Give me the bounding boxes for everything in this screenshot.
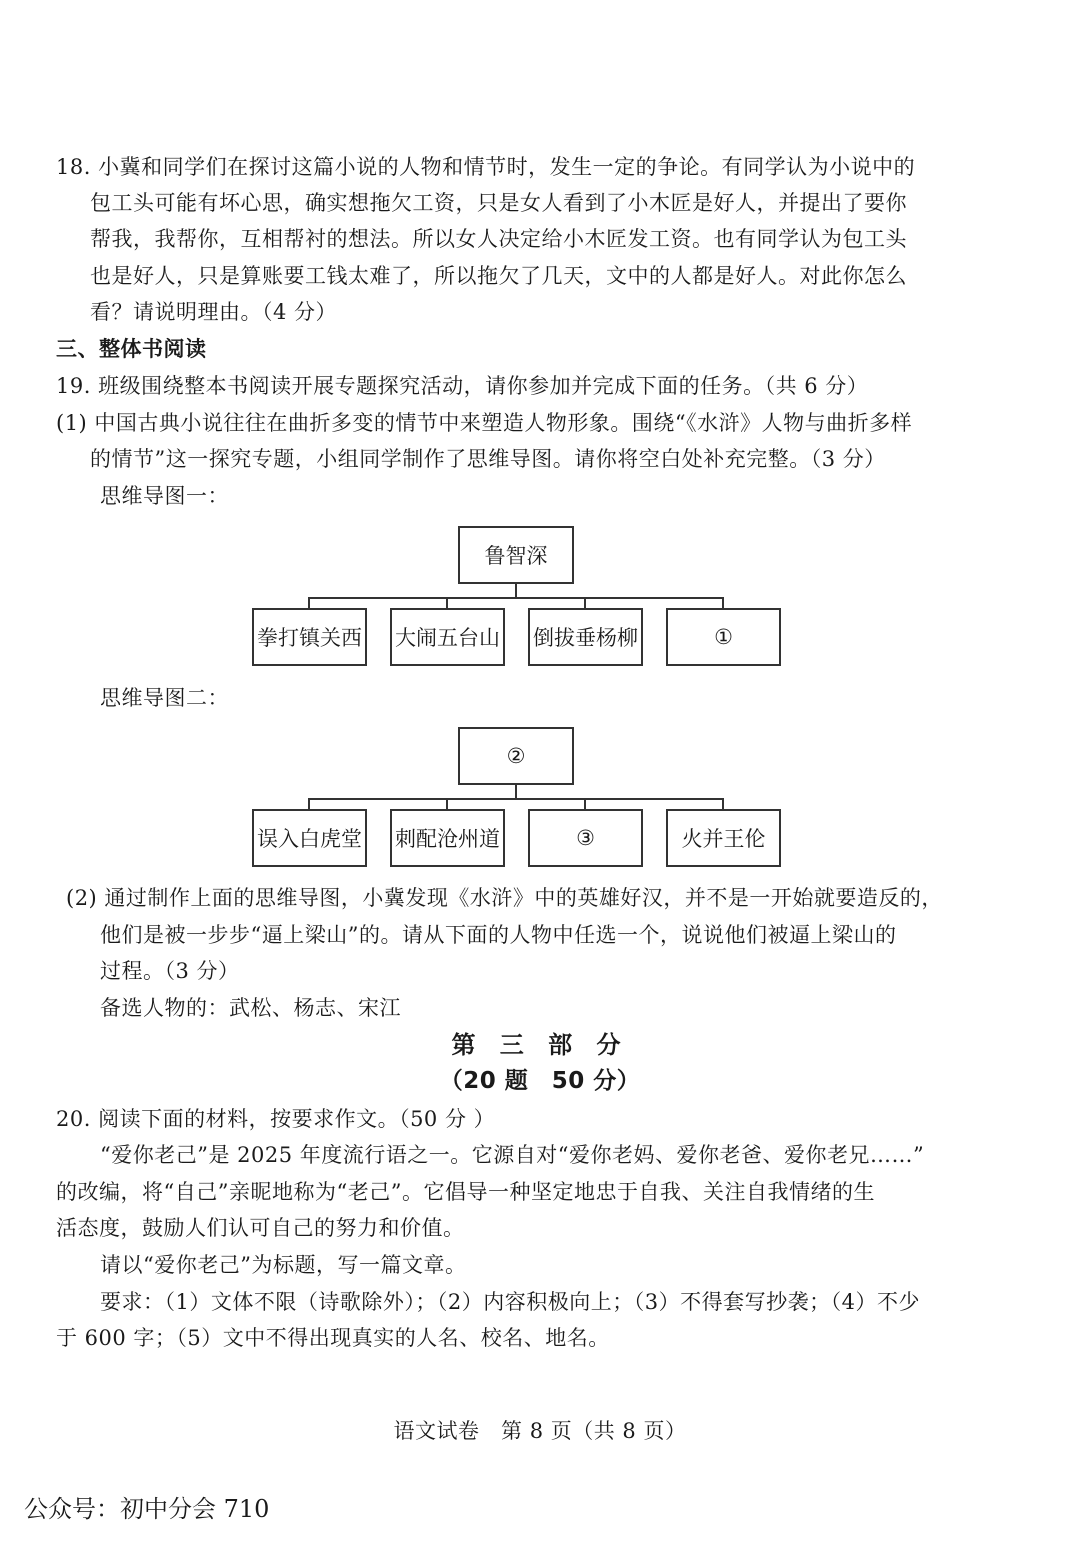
candidate-characters: 备选人物的：武松、杨志、宋江 bbox=[100, 996, 401, 1020]
q20-prompt: 请以“爱你老己”为标题，写一篇文章。 bbox=[100, 1253, 467, 1277]
mind-map-2-label: 思维导图二： bbox=[100, 686, 229, 710]
mind-map-2-bar bbox=[308, 798, 724, 800]
mind-map-2-root-blank: ② bbox=[458, 727, 574, 785]
mind-map-1-node: 拳打镇关西 bbox=[252, 608, 367, 666]
q20-intro: 20. 阅读下面的材料，按要求作文。（50 分 ） bbox=[56, 1107, 496, 1131]
q18-line-3: 帮我，我帮你，互相帮衬的想法。所以女人决定给小木匠发工资。也有同学认为包工头 bbox=[90, 227, 907, 251]
part-subtitle: （20 题 50 分） bbox=[439, 1068, 641, 1094]
mind-map-1-node: 倒拔垂杨柳 bbox=[528, 608, 643, 666]
mind-map-2-node: 火并王伦 bbox=[666, 809, 781, 867]
mind-map-1-trunk bbox=[515, 584, 517, 598]
q20-material-line-2: 的改编，将“自己”亲昵地称为“老己”。它倡导一种坚定地忠于自我、关注自我情绪的生 bbox=[56, 1180, 875, 1204]
mind-map-2-node: 误入白虎堂 bbox=[252, 809, 367, 867]
section-heading: 三、整体书阅读 bbox=[56, 337, 207, 361]
q18-line-4: 也是好人，只是算账要工钱太难了，所以拖欠了几天，文中的人都是好人。对此你怎么 bbox=[90, 264, 907, 288]
q20-requirements-line-2: 于 600 字；（5）文中不得出现真实的人名、校名、地名。 bbox=[56, 1326, 610, 1350]
q20-material-line-1: “爱你老己”是 2025 年度流行语之一。它源自对“爱你老妈、爱你老爸、爱你老兄……” bbox=[100, 1143, 925, 1167]
q18-line-1: 18. 小冀和同学们在探讨这篇小说的人物和情节时，发生一定的争论。有同学认为小说中的 bbox=[56, 155, 916, 179]
q19-intro: 19. 班级围绕整本书阅读开展专题探究活动，请你参加并完成下面的任务。（共 6 分） bbox=[56, 374, 869, 398]
mind-map-1-node: 大闹五台山 bbox=[390, 608, 505, 666]
q18-line-5: 看？请说明理由。（4 分） bbox=[90, 300, 338, 324]
mind-map-2-trunk bbox=[515, 785, 517, 799]
q20-material-line-3: 活态度，鼓励人们认可自己的努力和价值。 bbox=[56, 1216, 465, 1240]
q19-p2-line-3: 过程。（3 分） bbox=[100, 959, 240, 983]
page-footer: 语文试卷 第 8 页（共 8 页） bbox=[393, 1419, 687, 1443]
mind-map-1-node-blank: ① bbox=[666, 608, 781, 666]
mind-map-2-node-blank: ③ bbox=[528, 809, 643, 867]
mind-map-1-label: 思维导图一： bbox=[100, 484, 229, 508]
mind-map-1-root: 鲁智深 bbox=[458, 526, 574, 584]
mind-map-1-bar bbox=[308, 597, 724, 599]
q18-line-2: 包工头可能有坏心思，确实想拖欠工资，只是女人看到了小木匠是好人，并提出了要你 bbox=[90, 191, 907, 215]
q19-p2-line-2: 他们是被一步步“逼上梁山”的。请从下面的人物中任选一个，说说他们被逼上梁山的 bbox=[100, 923, 897, 947]
q19-p1-line-2: 的情节”这一探究专题，小组同学制作了思维导图。请你将空白处补充完整。（3 分） bbox=[90, 447, 886, 471]
q19-p1-line-1: (1) 中国古典小说往往在曲折多变的情节中来塑造人物形象。围绕“《水浒》人物与曲折多样 bbox=[56, 411, 913, 435]
part-title: 第 三 部 分 bbox=[451, 1031, 629, 1059]
mind-map-2-node: 刺配沧州道 bbox=[390, 809, 505, 867]
watermark-text: 公众号：初中分会 710 bbox=[24, 1495, 270, 1523]
q19-p2-line-1: (2) 通过制作上面的思维导图，小冀发现《水浒》中的英雄好汉，并不是一开始就要造反的， bbox=[66, 886, 943, 910]
q20-requirements-line-1: 要求：（1）文体不限（诗歌除外）；（2）内容积极向上；（3）不得套写抄袭；（4）不少 bbox=[100, 1290, 920, 1314]
